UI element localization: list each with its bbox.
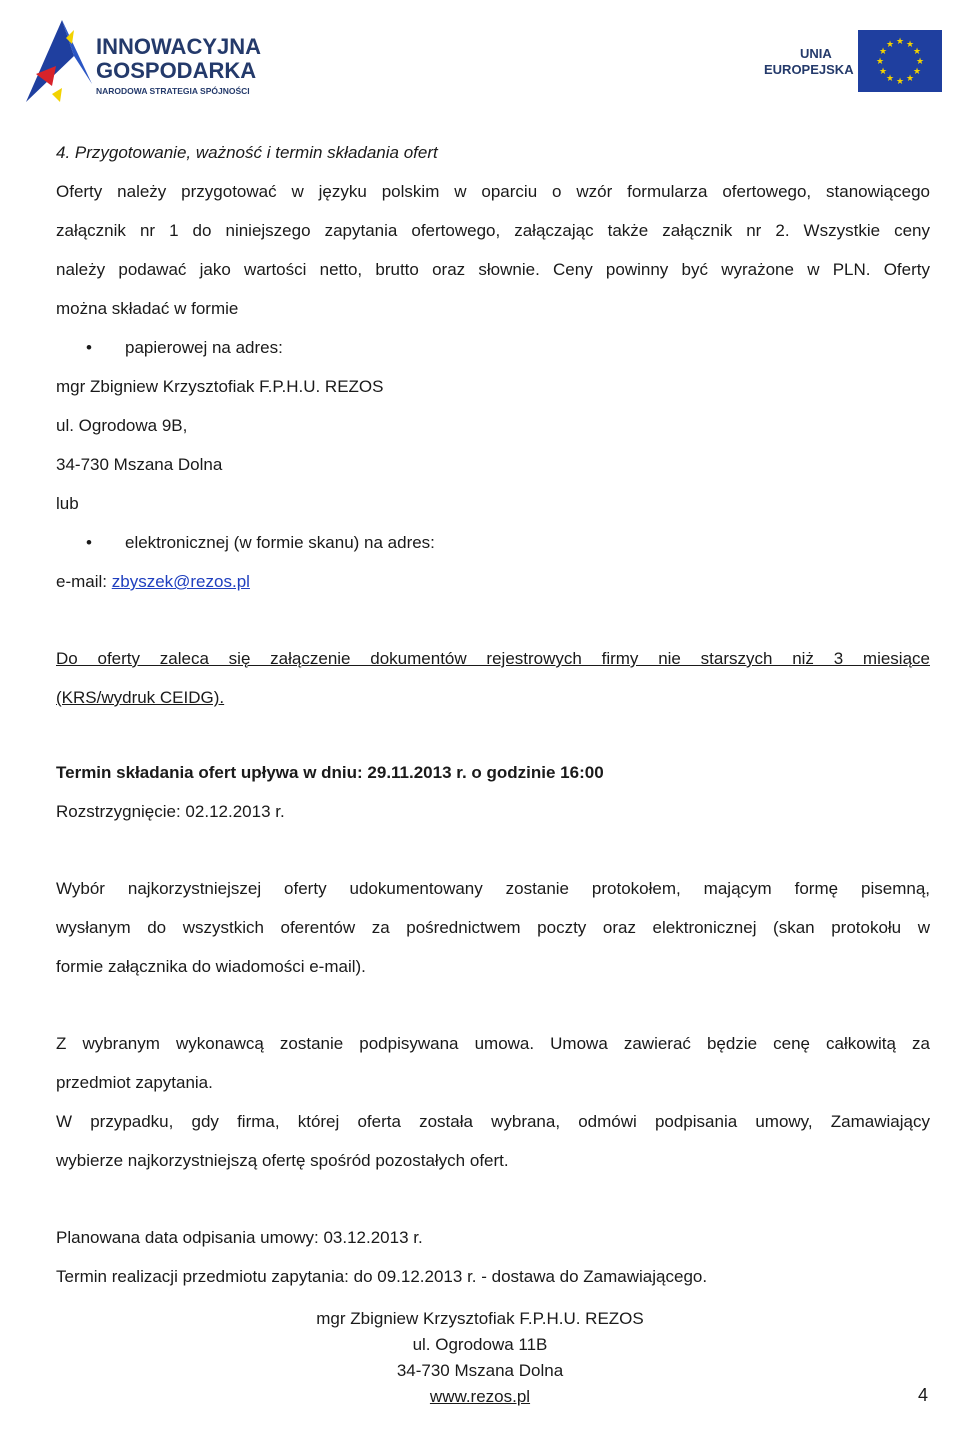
footer-website-link[interactable]: www.rezos.pl	[429, 1387, 531, 1406]
bullet-icon: •	[86, 533, 92, 552]
eu-logo-line-1: UNIA	[800, 46, 832, 61]
page-header	[0, 0, 960, 110]
deadline-text: Termin składania ofert upływa w dniu: 29.11.2013 r. o godzinie 16:00	[56, 763, 604, 782]
svg-text:★: ★	[905, 74, 915, 84]
svg-text:★: ★	[912, 67, 922, 77]
svg-text:★: ★	[885, 74, 895, 84]
para3-line-1: Z wybranym wykonawcą zostanie podpisywana umowa. Umowa zawierać będzie cenę całkowitą za	[56, 1034, 930, 1053]
svg-text:★: ★	[912, 47, 922, 57]
para4-line-2: wybierze najkorzystniejszą ofertę spośród pozostałych ofert.	[56, 1151, 509, 1170]
email-label: e-mail:	[56, 572, 112, 591]
eu-cohesion-star-logo	[26, 20, 92, 102]
eu-logo-line-2: EUROPEJSKA	[764, 62, 854, 77]
bullet-paper-text: papierowej na adres:	[125, 338, 283, 357]
bullet-electronic	[56, 528, 930, 567]
page-footer	[0, 1306, 960, 1410]
para2-line-3: formie załącznika do wiadomości e-mail).	[56, 957, 366, 976]
bullet-icon: •	[86, 338, 92, 357]
svg-text:★: ★	[878, 47, 888, 57]
svg-text:★: ★	[878, 67, 888, 77]
svg-text:★: ★	[875, 57, 885, 67]
logo-line-3: NARODOWA STRATEGIA SPÓJNOŚCI	[96, 86, 250, 96]
para3-line-2: przedmiot zapytania.	[56, 1073, 213, 1092]
resolution-text: Rozstrzygnięcie: 02.12.2013 r.	[56, 802, 285, 821]
svg-text:★: ★	[895, 37, 905, 47]
address-line-1: mgr Zbigniew Krzysztofiak F.P.H.U. REZOS	[56, 377, 384, 396]
logo-line-1: INNOWACYJNA	[96, 34, 262, 59]
para1-line-3: należy podawać jako wartości netto, brutto oraz słownie. Ceny powinny być wyrażone w PLN. Oferty	[56, 260, 930, 279]
para2-line-1: Wybór najkorzystniejszej oferty udokumentowany zostanie protokołem, mającym formę pisemną,	[56, 879, 930, 898]
section-heading: 4. Przygotowanie, ważność i termin składania ofert	[56, 143, 438, 162]
or-text: lub	[56, 494, 79, 513]
note-line-1: Do oferty zaleca się załączenie dokumentów rejestrowych firmy nie starszych niż 3 miesiące	[56, 649, 930, 668]
email-line	[56, 567, 930, 606]
svg-text:★: ★	[885, 40, 895, 50]
address-line-2: ul. Ogrodowa 9B,	[56, 416, 188, 435]
para1-line-4: można składać w formie	[56, 299, 239, 318]
para1-line-2: załącznik nr 1 do niniejszego zapytania ofertowego, załączając także załącznik nr 2. Wszystkie ceny	[56, 221, 930, 240]
email-link[interactable]: zbyszek@rezos.pl	[111, 572, 250, 591]
innowacyjna-gospodarka-logo	[22, 14, 292, 106]
footer-street: ul. Ogrodowa 11B	[412, 1335, 548, 1354]
bullet-paper	[56, 333, 930, 372]
page-number: 4	[917, 1385, 928, 1405]
footer-city: 34-730 Mszana Dolna	[396, 1361, 564, 1380]
unia-europejska-logo	[758, 30, 942, 92]
address-line-3: 34-730 Mszana Dolna	[56, 455, 223, 474]
planned-date-text: Planowana data odpisania umowy: 03.12.2013 r.	[56, 1228, 423, 1247]
para1-line-1: Oferty należy przygotować w języku polskim w oparciu o wzór formularza ofertowego, stanowiącego	[56, 182, 930, 201]
logo-line-2: GOSPODARKA	[96, 58, 257, 83]
footer-company: mgr Zbigniew Krzysztofiak F.P.H.U. REZOS	[316, 1309, 644, 1328]
svg-text:★: ★	[915, 57, 925, 67]
bullet-electronic-text: elektronicznej (w formie skanu) na adres:	[125, 533, 435, 552]
document-body	[56, 138, 930, 1301]
para4-line-1: W przypadku, gdy firma, której oferta została wybrana, odmówi podpisania umowy, Zamawiający	[56, 1112, 930, 1131]
para2-line-2: wysłanym do wszystkich oferentów za pośrednictwem poczty oraz elektronicznej (skan protokołu w	[56, 918, 930, 937]
svg-text:★: ★	[905, 40, 915, 50]
svg-text:★: ★	[895, 77, 905, 87]
realization-text: Termin realizacji przedmiotu zapytania: do 09.12.2013 r. - dostawa do Zamawiającego.	[56, 1267, 708, 1286]
note-line-2: (KRS/wydruk CEIDG).	[56, 688, 225, 707]
